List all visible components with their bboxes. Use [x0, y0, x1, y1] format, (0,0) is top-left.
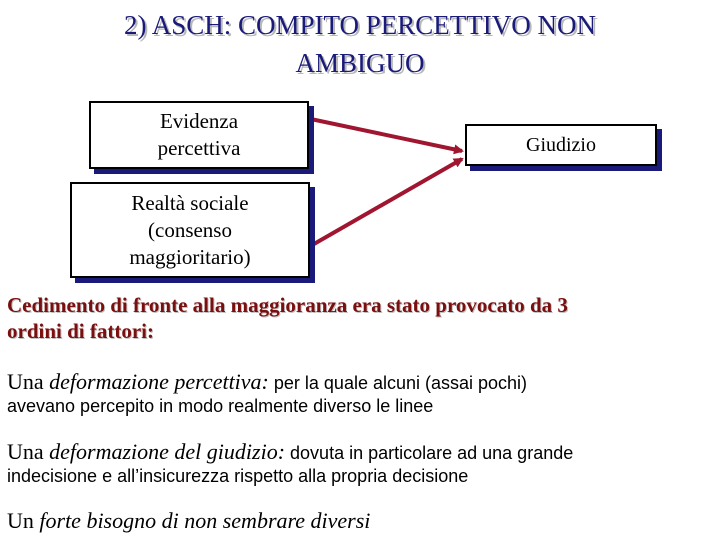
factor-3-italic: forte bisogno di non sembrare diversi: [39, 508, 371, 533]
arrow-evidence-to-judgment: [306, 118, 462, 151]
factor-2-prefix: Una: [7, 439, 50, 464]
social-reality-box: [70, 182, 310, 278]
factor-paragraph-1: [7, 370, 713, 418]
arrow-social-to-judgment: [307, 159, 462, 248]
highlight-line-2: ordini di fattori:: [7, 319, 154, 343]
judgment-box: [465, 124, 657, 166]
factor-1-italic: deformazione percettiva:: [49, 369, 269, 394]
factor-1-prefix: Una: [7, 369, 50, 394]
factor-2-line-1: [7, 440, 713, 465]
factor-3-prefix: Un: [7, 508, 40, 533]
factor-paragraph-3: [7, 509, 713, 534]
factor-1-rest: per la quale alcuni (assai pochi): [268, 373, 528, 393]
factor-1-line-2: avevano percepito in modo realmente diverso le linee: [7, 396, 434, 416]
factor-3-line-1: [7, 509, 713, 534]
social-label-line-3: maggioritario): [129, 244, 251, 269]
social-label-line-1: Realtà sociale: [131, 190, 249, 215]
evidence-label-line-2: percettiva: [157, 136, 241, 160]
factor-paragraph-2: [7, 440, 713, 488]
factor-2-italic: deformazione del giudizio:: [49, 439, 286, 464]
factor-2-line-2: indecisione e all’insicurezza rispetto alla propria decisione: [7, 466, 469, 486]
title-line-1: 2) ASCH: COMPITO PERCETTIVO NON: [123, 10, 597, 40]
judgment-label: Giudizio: [526, 133, 596, 156]
title-line-2: AMBIGUO: [295, 48, 425, 78]
evidence-box: [89, 101, 309, 169]
factor-1-line-1: [7, 370, 713, 395]
evidence-label-line-1: Evidenza: [159, 109, 239, 133]
highlight-line-1: Cedimento di fronte alla maggioranza era stato provocato da 3: [7, 293, 568, 317]
social-label-line-2: (consenso: [148, 217, 232, 242]
highlight-statement: [7, 292, 713, 344]
factor-2-rest: dovuta in particolare ad una grande: [285, 443, 574, 463]
